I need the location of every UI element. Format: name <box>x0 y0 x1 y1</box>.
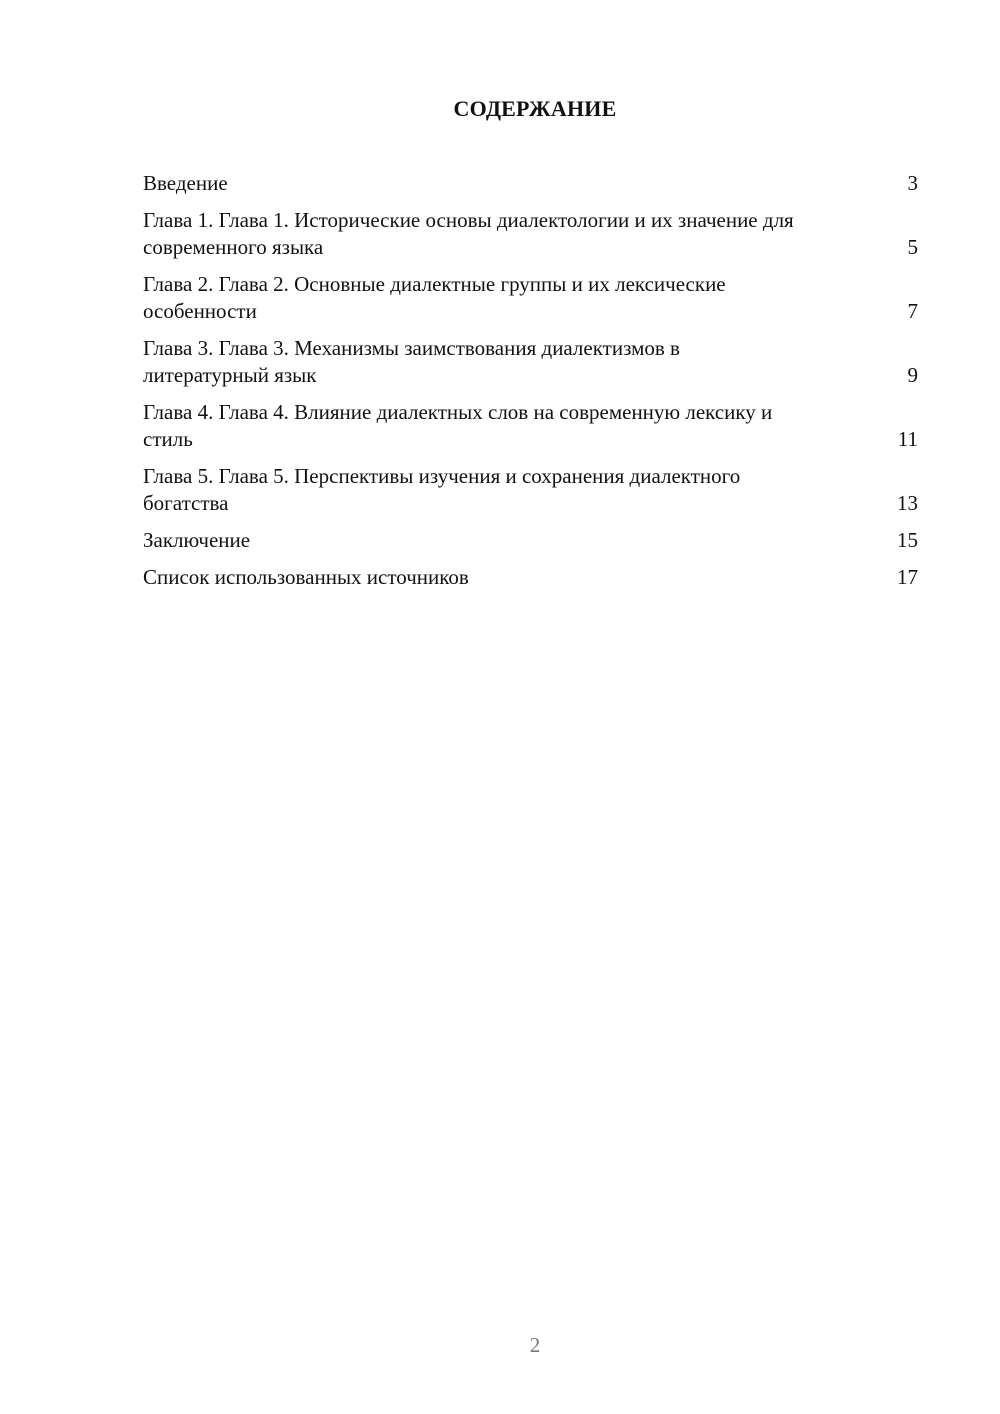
toc-entry-page: 15 <box>897 528 918 552</box>
toc-entry-label: Глава 5. Глава 5. Перспективы изучения и сохранения диалектного богатства <box>143 464 741 515</box>
toc-entry-page: 3 <box>907 171 918 195</box>
toc-entry-references <box>143 564 918 591</box>
toc-entry-chapter-2 <box>143 271 918 325</box>
page-title: СОДЕРЖАНИЕ <box>453 96 617 121</box>
toc-entry-label: Глава 1. Глава 1. Исторические основы диалектологии и их значение для современного языка <box>143 208 794 259</box>
toc-entry-page: 7 <box>907 299 918 323</box>
toc-entry-label: Глава 3. Глава 3. Механизмы заимствования диалектизмов в литературный язык <box>143 336 680 387</box>
toc-entry-label: Введение <box>143 171 228 195</box>
toc-entry-page: 11 <box>897 427 918 451</box>
toc-entry-label: Глава 4. Глава 4. Влияние диалектных слов на современную лексику и стиль <box>143 400 773 451</box>
toc-entry-page: 17 <box>897 565 918 589</box>
toc-entry-label: Глава 2. Глава 2. Основные диалектные группы и их лексические особенности <box>143 272 726 323</box>
toc-entry-chapter-4 <box>143 399 918 453</box>
toc-entry-chapter-1 <box>143 207 918 261</box>
toc-entry-introduction <box>143 170 918 197</box>
toc-entry-conclusion <box>143 527 918 554</box>
toc-entry-page: 13 <box>897 491 918 515</box>
page-number: 2 <box>529 1333 541 1357</box>
toc-entry-label: Заключение <box>143 528 251 552</box>
toc-entry-page: 9 <box>907 363 918 387</box>
toc-entry-label: Список использованных источников <box>143 565 469 589</box>
toc-entry-chapter-5 <box>143 463 918 517</box>
table-of-contents <box>143 170 918 601</box>
toc-entry-chapter-3 <box>143 335 918 389</box>
toc-entry-page: 5 <box>907 235 918 259</box>
